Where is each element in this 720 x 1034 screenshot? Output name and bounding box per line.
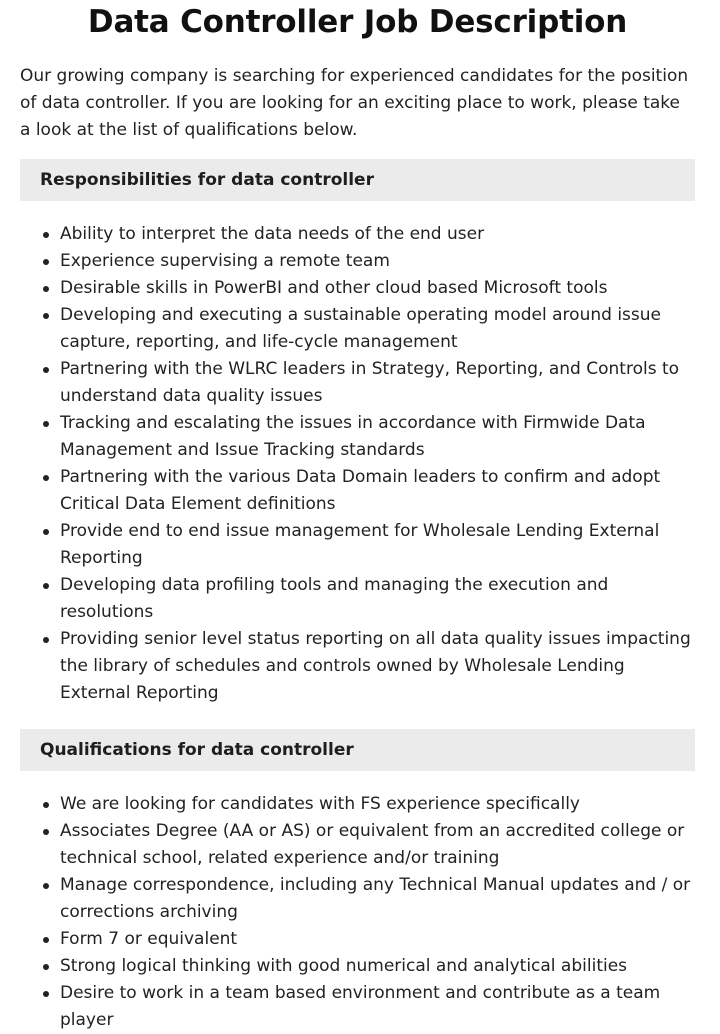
list-item: Experience supervising a remote team [60, 248, 695, 275]
list-item: Desirable skills in PowerBI and other cloud based Microsoft tools [60, 275, 695, 302]
list-item: Developing data profiling tools and managing the execution and resolutions [60, 572, 695, 626]
list-item: Providing senior level status reporting on all data quality issues impacting the library of schedules and controls owned by Wholesale Lending External Reporting [60, 626, 695, 707]
list-item: Ability to interpret the data needs of the end user [60, 221, 695, 248]
list-item: Partnering with the WLRC leaders in Strategy, Reporting, and Controls to understand data quality issues [60, 356, 695, 410]
list-item: Manage correspondence, including any Technical Manual updates and / or corrections archiving [60, 872, 695, 926]
responsibilities-heading: Responsibilities for data controller [20, 159, 695, 201]
list-item: Tracking and escalating the issues in accordance with Firmwide Data Management and Issue Tracking standards [60, 410, 695, 464]
list-item: Strong logical thinking with good numerical and analytical abilities [60, 953, 695, 980]
list-item: Associates Degree (AA or AS) or equivalent from an accredited college or technical school, related experience and/or training [60, 818, 695, 872]
intro-paragraph: Our growing company is searching for experienced candidates for the position of data controller. If you are looking for an exciting place to work, please take a look at the list of qualifications below. [20, 66, 689, 140]
qualifications-list [20, 791, 695, 1034]
qualifications-heading: Qualifications for data controller [20, 729, 695, 771]
list-item: We are looking for candidates with FS experience specifically [60, 791, 695, 818]
list-item: Form 7 or equivalent [60, 926, 695, 953]
responsibilities-list [20, 221, 695, 707]
list-item: Partnering with the various Data Domain leaders to confirm and adopt Critical Data Element definitions [60, 464, 695, 518]
list-item: Desire to work in a team based environment and contribute as a team player [60, 980, 695, 1034]
list-item: Provide end to end issue management for Wholesale Lending External Reporting [60, 518, 695, 572]
list-item: Developing and executing a sustainable operating model around issue capture, reporting, and life-cycle management [60, 302, 695, 356]
page-title: Data Controller Job Description [87, 4, 628, 40]
